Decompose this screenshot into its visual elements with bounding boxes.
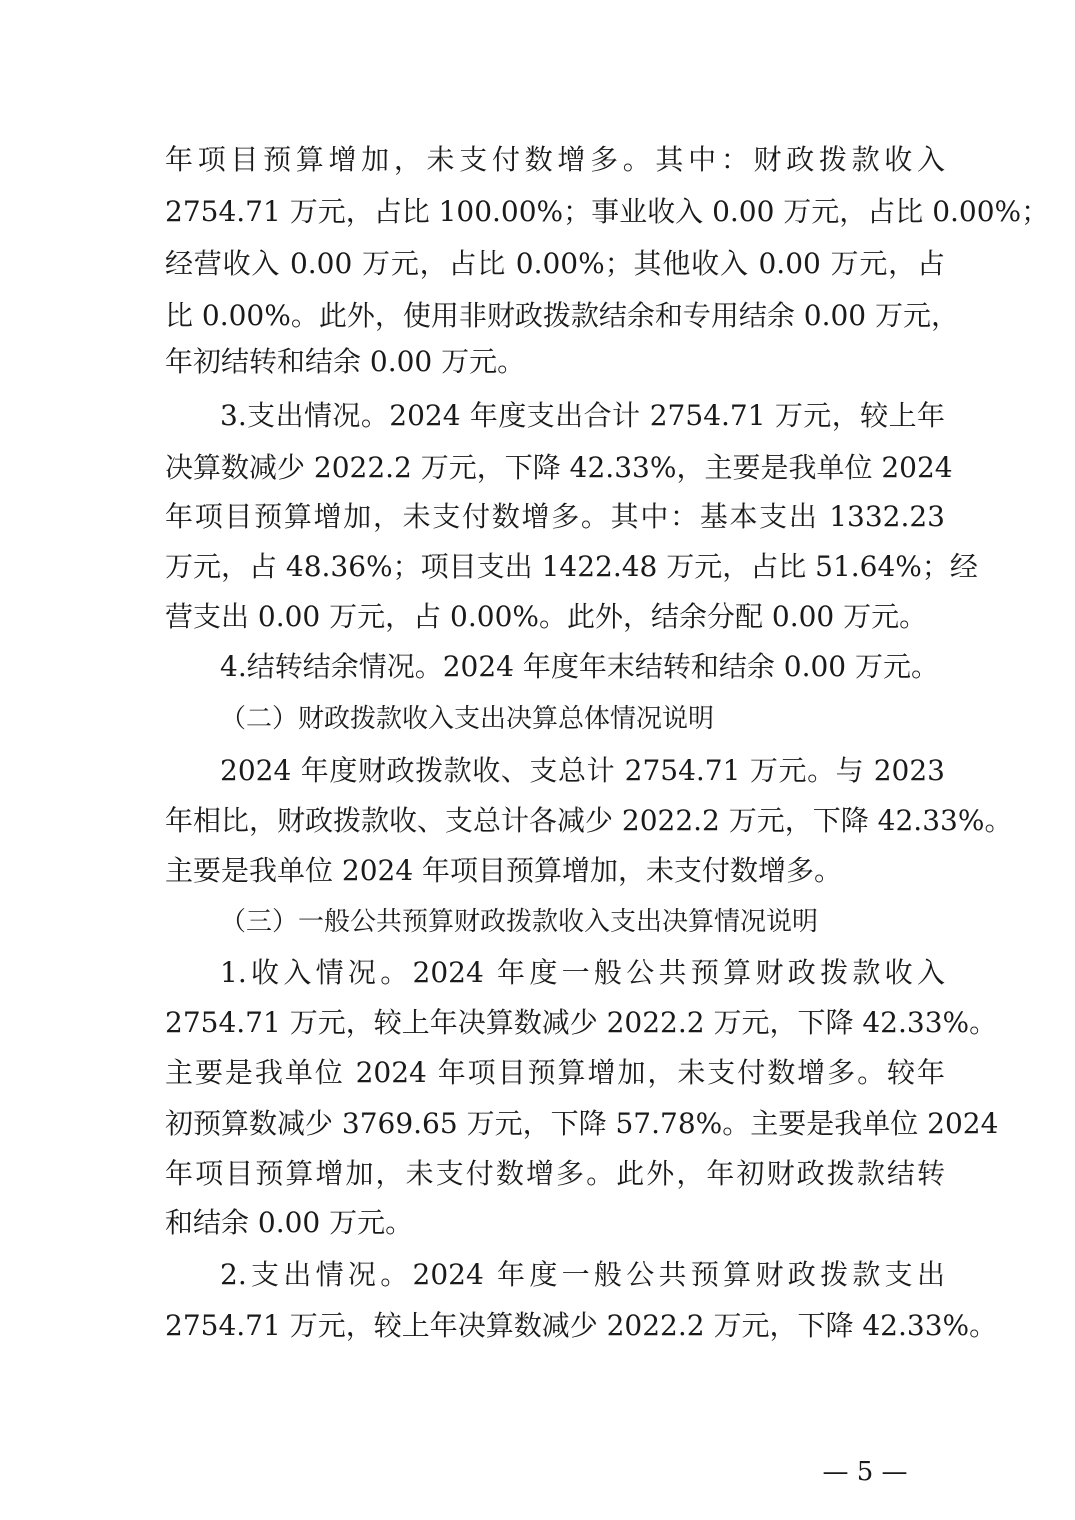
section-heading-2: （二）财政拨款收入支出决算总体情况说明 <box>220 704 715 734</box>
body-line: 和结余 0.00 万元。 <box>165 1206 414 1239</box>
body-line: 决算数减少 2022.2 万元，下降 42.33%，主要是我单位 2024 <box>165 451 953 484</box>
page-number: — 5 — <box>822 1457 908 1487</box>
body-line: 万元，占 48.36%；项目支出 1422.48 万元，占比 51.64%；经 <box>165 550 978 583</box>
body-line: 营支出 0.00 万元，占 0.00%。此外，结余分配 0.00 万元。 <box>165 600 928 633</box>
section-heading-3: （三）一般公共预算财政拨款收入支出决算情况说明 <box>220 907 819 937</box>
body-line: 2754.71 万元，较上年决算数减少 2022.2 万元，下降 42.33%。 <box>165 1309 998 1342</box>
paragraph-carryover: 4.结转结余情况。2024 年度年末结转和结余 0.00 万元。 <box>220 650 940 683</box>
paragraph-start-expenditure: 3.支出情况。2024 年度支出合计 2754.71 万元，较上年 <box>220 399 945 432</box>
body-line: 主要是我单位 2024 年项目预算增加，未支付数增多。 <box>165 854 843 887</box>
paragraph-start-fiscal-total: 2024 年度财政拨款收、支总计 2754.71 万元。与 2023 <box>220 754 945 787</box>
paragraph-start-income: 1.收入情况。2024 年度一般公共预算财政拨款收入 <box>220 956 945 989</box>
body-line: 初预算数减少 3769.65 万元，下降 57.78%。主要是我单位 2024 <box>165 1107 999 1140</box>
paragraph-start-expense: 2.支出情况。2024 年度一般公共预算财政拨款支出 <box>220 1258 945 1291</box>
body-line: 年相比，财政拨款收、支总计各减少 2022.2 万元，下降 42.33%。 <box>165 804 1013 837</box>
body-line: 比 0.00%。此外，使用非财政拨款结余和专用结余 0.00 万元， <box>165 299 959 332</box>
body-line: 年项目预算增加，未支付数增多。此外，年初财政拨款结转 <box>165 1157 945 1190</box>
body-line: 经营收入 0.00 万元，占比 0.00%；其他收入 0.00 万元，占 <box>165 247 945 280</box>
body-line: 2754.71 万元，较上年决算数减少 2022.2 万元，下降 42.33%。 <box>165 1006 998 1039</box>
body-line: 主要是我单位 2024 年项目预算增加，未支付数增多。较年 <box>165 1056 945 1089</box>
body-line: 年项目预算增加，未支付数增多。其中：基本支出 1332.23 <box>165 500 945 533</box>
body-line: 2754.71 万元，占比 100.00%；事业收入 0.00 万元，占比 0.00%； <box>165 195 1050 228</box>
body-line: 年项目预算增加，未支付数增多。其中：财政拨款收入 <box>165 143 945 176</box>
body-line: 年初结转和结余 0.00 万元。 <box>165 345 526 378</box>
